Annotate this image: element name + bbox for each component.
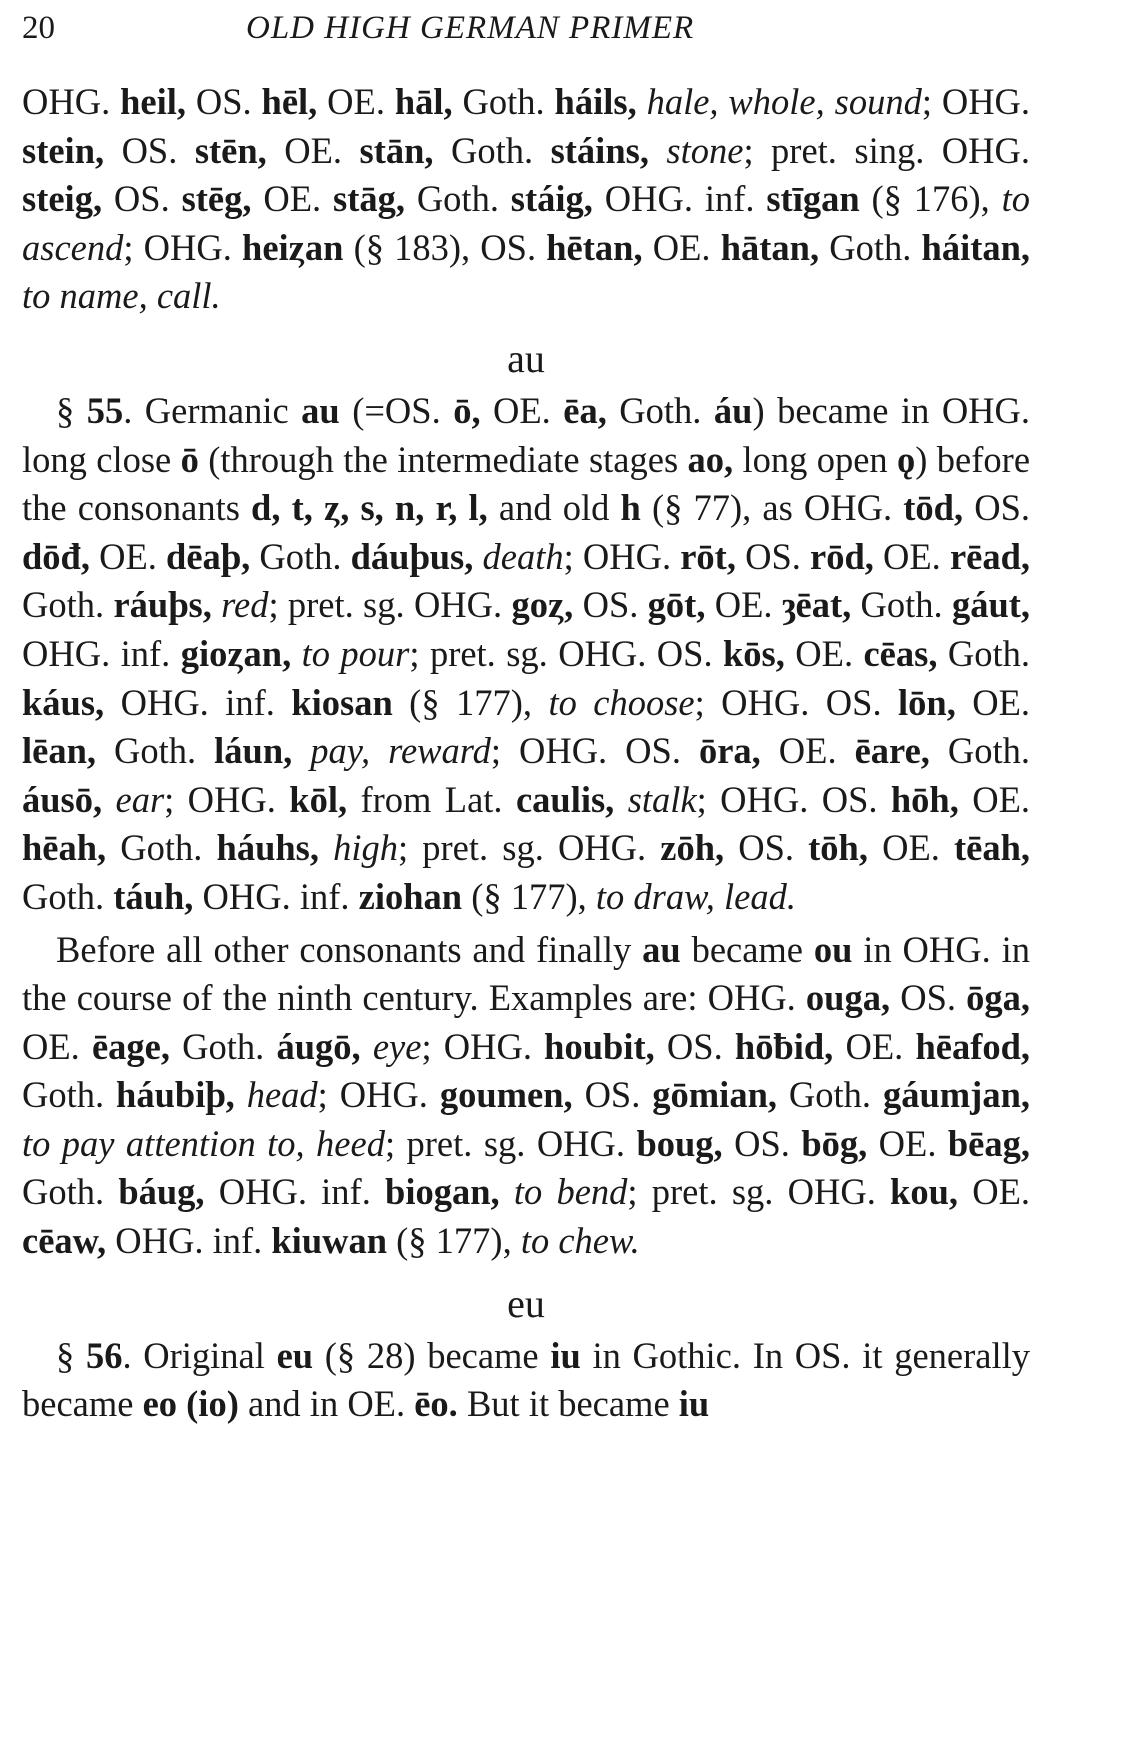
text-run: OE.: [784, 632, 864, 674]
headword: dōđ,: [22, 535, 90, 577]
headword: háils,: [554, 81, 637, 122]
gloss: to pour: [301, 632, 410, 674]
text-run: Goth.: [404, 178, 511, 220]
headword: cēaw,: [22, 1220, 107, 1262]
text-run: OE.: [705, 584, 782, 626]
text-run: OS.: [573, 584, 648, 626]
page-number: 20: [22, 10, 55, 46]
text-run: (§ 176),: [859, 178, 1002, 220]
text-run: OS.: [735, 535, 811, 577]
headword: kōl,: [289, 778, 348, 820]
headword: ao,: [687, 438, 734, 480]
text-run: Goth.: [250, 535, 351, 577]
headword: stáig,: [510, 178, 593, 220]
text-run: and old: [487, 487, 621, 529]
headword: áusō,: [22, 778, 103, 820]
headword: ouga,: [805, 977, 891, 1019]
gloss: eye: [372, 1025, 422, 1067]
gloss: to chew.: [520, 1220, 640, 1262]
text-run: [649, 130, 666, 171]
gloss: to choose: [548, 681, 695, 723]
headword: ō,: [453, 389, 481, 431]
text-run: Goth.: [106, 827, 217, 869]
gloss: to name, call.: [22, 275, 221, 317]
headword: 56: [85, 1334, 123, 1376]
gloss: to bend: [513, 1171, 628, 1213]
text-run: Goth.: [819, 226, 922, 268]
headword: áugō,: [276, 1025, 361, 1067]
headword: ráuþs,: [113, 584, 212, 626]
text-run: ; pret. sg. OHG.: [384, 1122, 637, 1164]
headword: heil,: [120, 81, 186, 122]
text-run: OS.: [963, 487, 1030, 529]
headword: goȥ,: [511, 584, 574, 626]
headword: ō: [180, 438, 199, 480]
gloss: high: [333, 827, 399, 869]
text-run: (=OS.: [339, 389, 454, 431]
text-run: Goth.: [22, 1171, 119, 1213]
gloss: pay, reward: [310, 730, 491, 772]
text-run: OHG. inf.: [592, 178, 767, 220]
headword: kiosan: [291, 681, 393, 723]
headword: ōga,: [966, 977, 1030, 1019]
text-run: OE.: [955, 681, 1031, 723]
headword: caulis,: [515, 778, 615, 820]
text-run: [291, 633, 301, 674]
headword: zōh,: [660, 827, 725, 869]
text-run: OHG. inf.: [193, 875, 359, 917]
headword: rōt,: [680, 535, 736, 577]
headword: lōn,: [898, 681, 956, 723]
text-run: OE.: [867, 827, 954, 869]
headword: stīgan: [766, 178, 860, 220]
headword: kōs,: [723, 632, 785, 674]
headword: 55: [86, 389, 124, 431]
text-run: became: [680, 928, 814, 970]
headword: áu: [713, 389, 753, 431]
text-run: [235, 1074, 247, 1115]
headword: háubiþ,: [116, 1074, 235, 1116]
text-run: OE.: [266, 129, 360, 171]
headword: bēag,: [947, 1122, 1030, 1164]
text-run: (§ 177),: [462, 875, 596, 917]
headword: dēaþ,: [166, 535, 251, 577]
text-run: OE.: [958, 778, 1031, 820]
text-run: ; OHG. OS.: [490, 730, 699, 772]
text-run: OE.: [867, 1122, 948, 1164]
text-run: ; pret. sg. OHG.: [627, 1171, 891, 1213]
text-run: [292, 730, 310, 771]
gloss: to draw, lead.: [595, 875, 796, 917]
text-run: and in OE.: [238, 1383, 415, 1425]
text-run: (§ 28) became: [313, 1334, 551, 1376]
text-run: OS.: [724, 827, 809, 869]
text-run: OE.: [642, 226, 721, 268]
gloss: hale, whole, sound: [646, 81, 922, 122]
headword: hōƀid,: [734, 1025, 834, 1067]
headword: lēan,: [22, 730, 97, 772]
text-run: OS.: [102, 178, 182, 220]
text-run: [102, 779, 115, 820]
text-run: (§ 177),: [392, 681, 549, 723]
headword: hēafod,: [915, 1025, 1031, 1067]
headword: háitan,: [921, 226, 1031, 268]
text-run: . Germanic: [123, 389, 302, 431]
text-run: [473, 536, 482, 577]
headword: gáut,: [951, 584, 1031, 626]
text-run: But it became: [457, 1383, 679, 1425]
text-run: OE.: [958, 1171, 1030, 1213]
text-run: Goth.: [851, 584, 952, 626]
text-run: Goth.: [22, 584, 114, 626]
text-run: §: [56, 1334, 86, 1376]
text-run: ; OHG. OS.: [694, 681, 898, 723]
text-run: ; pret. sg. OHG.: [268, 584, 512, 626]
headword: stein,: [22, 129, 105, 171]
text-run: OHG. inf.: [204, 1171, 386, 1213]
text-run: from Lat.: [347, 778, 516, 820]
text-run: ) before the consonants: [22, 438, 1031, 529]
text-run: OE.: [873, 535, 950, 577]
headword: iu: [550, 1334, 581, 1376]
headword: iu: [678, 1383, 710, 1425]
headword: steig,: [22, 178, 103, 220]
running-header: [22, 8, 1022, 48]
gloss: red: [221, 584, 269, 626]
headword: ou: [813, 928, 853, 970]
headword: hēl,: [261, 81, 318, 122]
headword: rōd,: [810, 535, 874, 577]
headword: ēage,: [91, 1025, 170, 1067]
headword: gáumjan,: [882, 1074, 1031, 1116]
text-run: ; OHG.: [123, 226, 243, 268]
headword: goumen,: [439, 1074, 573, 1116]
headword: ȝēat,: [781, 584, 852, 626]
text-run: Before all other consonants and finally: [56, 928, 643, 970]
text-run: Goth.: [96, 730, 215, 772]
text-run: Goth.: [452, 81, 555, 122]
headword: káus,: [22, 681, 105, 723]
headword: ēare,: [854, 730, 930, 772]
section-heading-au: au: [507, 335, 545, 381]
text-run: Goth.: [22, 1074, 117, 1116]
text-run: [614, 779, 627, 820]
text-run: ; pret. sing. OHG.: [743, 129, 1030, 171]
text-run: Goth.: [433, 129, 551, 171]
gloss: to pay attention to, heed: [22, 1122, 385, 1164]
text-run: OS.: [890, 977, 967, 1019]
continuation-paragraph: [22, 78, 1030, 321]
text-run: ; OHG.: [921, 81, 1031, 122]
section-heading-eu: eu: [507, 1280, 545, 1326]
headword: tōh,: [808, 827, 868, 869]
body-text: [22, 78, 1030, 1429]
headword: ēo.: [414, 1383, 458, 1425]
text-run: OHG. inf.: [106, 1220, 272, 1262]
text-run: §: [56, 389, 87, 431]
headword: biogan,: [385, 1171, 500, 1213]
headword: boug,: [636, 1122, 723, 1164]
paragraph-55: [22, 387, 1030, 922]
headword: gōmian,: [652, 1074, 778, 1116]
text-run: OHG. inf.: [104, 681, 292, 723]
headword: hēah,: [22, 827, 107, 869]
text-run: OE.: [833, 1025, 916, 1067]
text-run: long open: [733, 438, 898, 480]
text-run: (§ 177),: [387, 1220, 521, 1262]
headword: láun,: [214, 730, 293, 772]
headword: gōt,: [647, 584, 706, 626]
text-run: OE.: [480, 389, 564, 431]
text-run: [500, 1171, 514, 1212]
text-run: ; pret. sg. OHG.: [398, 827, 661, 869]
headword: háuhs,: [216, 827, 320, 869]
headword: ēa,: [563, 389, 607, 431]
text-run: Goth.: [937, 632, 1030, 674]
headword: heiȥan: [242, 226, 344, 268]
text-run: [361, 1026, 373, 1067]
headword: stēn,: [194, 129, 267, 171]
text-run: ; OHG.: [563, 535, 681, 577]
headword: ǫ: [897, 438, 916, 480]
text-run: (through the intermediate stages: [198, 438, 688, 480]
gloss: ear: [115, 778, 165, 820]
headword: báug,: [118, 1171, 205, 1213]
headword: gioȥan,: [180, 632, 292, 674]
text-run: Goth.: [170, 1025, 277, 1067]
text-run: Goth.: [929, 730, 1031, 772]
headword: rēad,: [949, 535, 1031, 577]
text-run: OS.: [654, 1025, 735, 1067]
headword: tēah,: [953, 827, 1031, 869]
text-run: [319, 827, 333, 868]
text-run: OS.: [572, 1074, 653, 1116]
headword: hāl,: [394, 81, 453, 122]
text-run: OS.: [186, 81, 262, 122]
text-run: OHG.: [22, 81, 121, 122]
text-run: ; OHG.: [164, 778, 290, 820]
text-run: OE.: [22, 1025, 92, 1067]
text-run: ) became in OHG. long close: [22, 389, 1031, 480]
headword: stáins,: [550, 129, 649, 171]
headword: hōh,: [890, 778, 959, 820]
headword: kiuwan: [271, 1220, 388, 1262]
text-run: OE.: [317, 81, 395, 122]
text-run: ; pret. sg. OHG. OS.: [409, 632, 723, 674]
headword: stān,: [359, 129, 434, 171]
text-run: ; OHG.: [421, 1025, 545, 1067]
text-run: OE.: [251, 178, 333, 220]
gloss: stone: [666, 129, 744, 171]
headword: táuh,: [113, 875, 194, 917]
running-title: OLD HIGH GERMAN PRIMER: [246, 10, 695, 46]
gloss: to ascend: [22, 178, 1031, 268]
headword: ziohan: [358, 875, 463, 917]
headword: cēas,: [863, 632, 938, 674]
text-run: OS.: [104, 129, 195, 171]
text-run: [212, 584, 221, 625]
text-run: Goth.: [22, 875, 114, 917]
headword: hētan,: [546, 226, 643, 268]
paragraph-au-ou: [22, 926, 1030, 1266]
headword: h: [620, 487, 641, 529]
headword: au: [642, 928, 681, 970]
headword: stāg,: [332, 178, 405, 220]
headword: bōg,: [801, 1122, 868, 1164]
headword: au: [301, 389, 340, 431]
headword: kou,: [890, 1171, 959, 1213]
gloss: death: [482, 535, 564, 577]
text-run: OE.: [89, 535, 167, 577]
text-run: OS.: [722, 1122, 802, 1164]
text-run: OE.: [760, 730, 855, 772]
text-run: ; OHG.: [317, 1074, 440, 1116]
text-run: . Original: [122, 1334, 277, 1376]
text-run: Goth.: [606, 389, 714, 431]
text-run: in OHG. in the course of the ninth century. Examples are: OHG.: [22, 928, 1031, 1019]
headword: stēg,: [181, 178, 252, 220]
text-run: ; OHG. OS.: [696, 778, 891, 820]
gloss: stalk: [627, 778, 697, 820]
headword: tōd,: [903, 487, 964, 529]
headword: houbit,: [544, 1025, 655, 1067]
text-run: (§ 183), OS.: [343, 226, 547, 268]
paragraph-56: [22, 1332, 1030, 1429]
text-run: in Gothic. In OS. it generally became: [22, 1334, 1030, 1425]
text-run: OHG. inf.: [22, 632, 181, 674]
gloss: head: [246, 1074, 318, 1116]
headword: ōra,: [698, 730, 761, 772]
headword: dáuþus,: [350, 535, 474, 577]
headword: hātan,: [720, 226, 820, 268]
text-run: [637, 81, 647, 122]
text-run: Goth.: [777, 1074, 883, 1116]
headword: eo (io): [142, 1383, 239, 1425]
headword: d, t, ȥ, s, n, r, l,: [251, 487, 488, 529]
headword: eu: [276, 1334, 314, 1376]
text-run: (§ 77), as OHG.: [640, 487, 904, 529]
